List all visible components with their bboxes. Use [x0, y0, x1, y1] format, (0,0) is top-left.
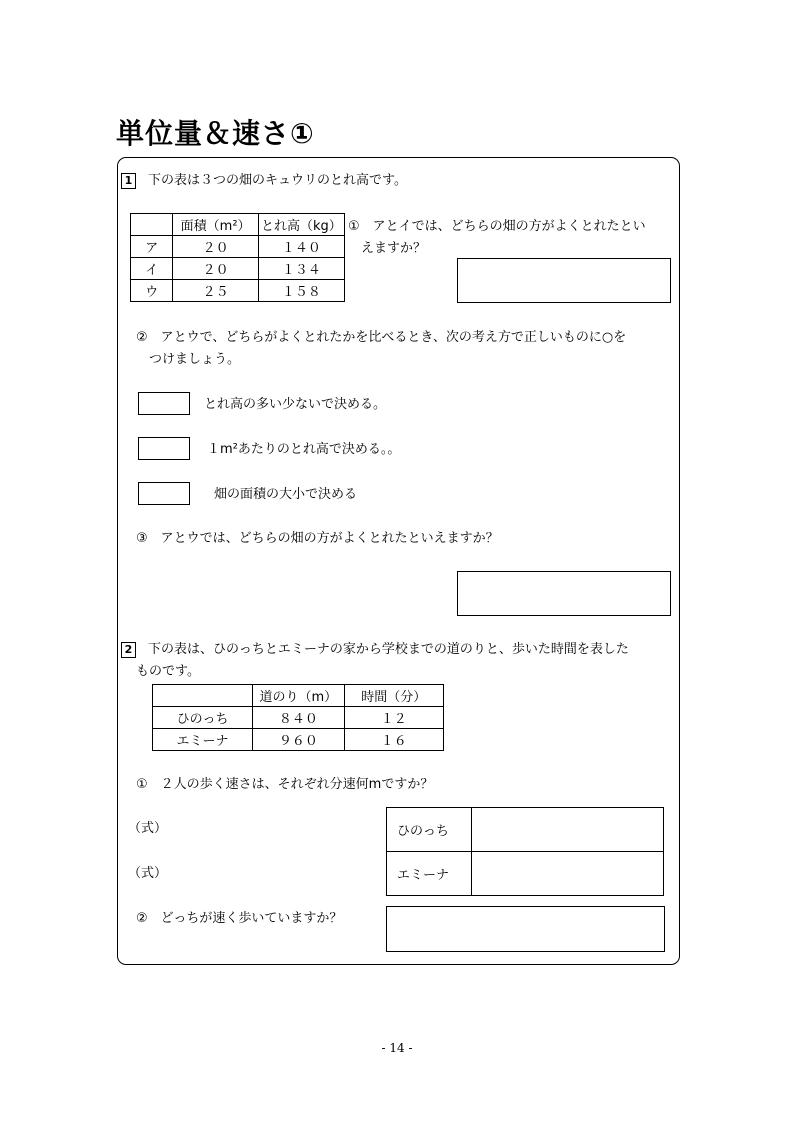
answer-box-1-1[interactable]: [457, 258, 671, 303]
option-checkbox-3[interactable]: [138, 482, 190, 505]
option-checkbox-2[interactable]: [138, 437, 190, 460]
table-cell: ２５: [173, 280, 258, 302]
table-row: [153, 729, 444, 751]
table-cell: エミーナ: [153, 729, 253, 751]
answer-box-2-2[interactable]: [386, 906, 665, 952]
question-1-number: 1: [121, 173, 136, 189]
option-label-3: 畑の面積の大小で決める: [214, 487, 358, 502]
option-label-1: とれ高の多い少ないで決める。: [204, 397, 387, 412]
question-2-2-text: ② どっちが速く歩いていますか？: [136, 911, 343, 926]
question-1-1-text-cont: えますか？: [361, 241, 427, 256]
formula-label-2: （式）: [128, 866, 168, 881]
table-header-cell: [153, 685, 253, 707]
page-number: - 14 -: [381, 1041, 413, 1055]
table-row: [131, 280, 345, 302]
table-header-cell: 面積（m²）: [173, 214, 258, 236]
table-cell: イ: [131, 258, 173, 280]
question-2-number: 2: [121, 642, 136, 658]
answer-input-emina[interactable]: [472, 852, 664, 896]
table-row: [387, 852, 664, 896]
answer-name-cell: エミーナ: [387, 852, 472, 896]
table-cell: ウ: [131, 280, 173, 302]
table-row: [131, 236, 345, 258]
question-1-2-text: ② アとウで、どちらがよくとれたかを比べるとき、次の考え方で正しいものに○を: [136, 330, 627, 345]
question-2-1-text: ① ２人の歩く速さは、それぞれ分速何mですか？: [136, 777, 434, 792]
question-1-intro: 下の表は３つの畑のキュウリのとれ高です。: [148, 173, 407, 188]
question-1-3-text: ③ アとウでは、どちらの畑の方がよくとれたといえますか？: [136, 531, 499, 546]
question-2-intro-cont: ものです。: [136, 664, 200, 679]
answer-name-cell: ひのっち: [387, 808, 472, 852]
table-row: [131, 258, 345, 280]
table-cell: ８４０: [253, 707, 344, 729]
table-cell: １５８: [258, 280, 344, 302]
table-row: [387, 808, 664, 852]
table-header-cell: 時間（分）: [344, 685, 443, 707]
page-title: 単位量＆速さ①: [116, 117, 315, 150]
answer-input-hinocchi[interactable]: [472, 808, 664, 852]
formula-label-1: （式）: [128, 821, 168, 836]
table-header-cell: 道のり（m）: [253, 685, 344, 707]
table-header-cell: とれ高（kg）: [258, 214, 344, 236]
speed-answer-table: [386, 807, 664, 896]
answer-box-1-3[interactable]: [457, 571, 671, 616]
table-row: [153, 707, 444, 729]
field-yield-table: [130, 213, 345, 302]
option-checkbox-1[interactable]: [138, 392, 190, 415]
distance-time-table: [152, 684, 444, 751]
question-2-intro: 下の表は、ひのっちとエミーナの家から学校までの道のりと、歩いた時間を表した: [148, 642, 629, 657]
question-1-2-text-cont: つけましょう。: [149, 352, 241, 367]
table-header-cell: [131, 214, 173, 236]
table-cell: ２０: [173, 236, 258, 258]
table-cell: １６: [344, 729, 443, 751]
table-cell: ア: [131, 236, 173, 258]
question-1-1-text: ① アとイでは、どちらの畑の方がよくとれたとい: [348, 219, 646, 234]
table-cell: ２０: [173, 258, 258, 280]
table-cell: １３４: [258, 258, 344, 280]
table-cell: ９６０: [253, 729, 344, 751]
table-cell: １４０: [258, 236, 344, 258]
table-cell: ひのっち: [153, 707, 253, 729]
option-label-2: １m²あたりのとれ高で決める。。: [207, 442, 401, 457]
table-cell: １２: [344, 707, 443, 729]
